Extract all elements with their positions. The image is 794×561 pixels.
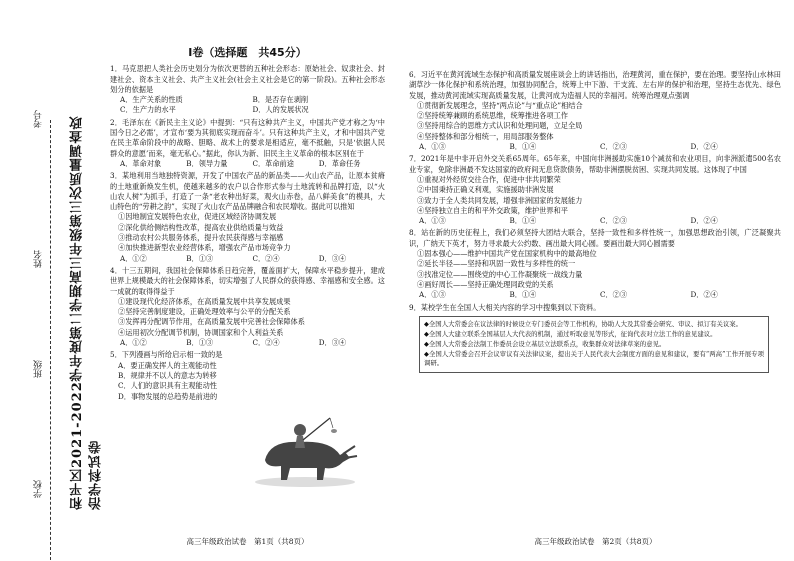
option-d: D．事物发展的总趋势是前进的 (118, 391, 218, 401)
name-label: 姓名 (34, 250, 44, 268)
option-b: B．是否存在剥削 (252, 95, 309, 105)
statement-1: ①贯彻新发展理念，坚持“两点论”与“重点论”相结合 (417, 100, 583, 110)
question-stem: 9．某校学生在全国人大相关内容的学习中搜集到以下资料。 (409, 302, 601, 312)
option-a: A．①③ (419, 216, 446, 226)
option-d: D．②④ (690, 216, 718, 226)
option-d: D．③④ (318, 338, 347, 348)
examno-label: 考号 (34, 110, 44, 128)
option-c: C．②④ (252, 338, 280, 348)
statement-4: ④运用初次分配调节机制，协调国家和个人利益关系 (118, 327, 284, 337)
statement-3: ③发挥再分配调节作用，在高质量发展中完善社会保障体系 (118, 317, 305, 327)
option-b: B．①④ (509, 290, 537, 300)
school-label: 学校 (34, 480, 44, 498)
option-c: C．②③ (600, 290, 628, 300)
question-1 (110, 64, 385, 115)
statement-3: ③找准定位——围绕党的中心工作凝聚统一战线力量 (417, 269, 583, 279)
option-c: C．②④ (252, 253, 280, 263)
option-d: D．人的发展状况 (252, 105, 309, 115)
option-b: B．规律并不以人的意志为转移 (118, 370, 217, 380)
statement-1: ①建设现代化经济体系，在高质量发展中共享发展成果 (118, 296, 291, 306)
page-footer: 高三年级政治试卷 第1页（共8页） (186, 537, 309, 546)
left-column (110, 48, 385, 404)
question-stem: 6．习近平在黄河流域生态保护和高质量发展座谈会上的讲话指出，治理黄河，重在保护，要在治理。要坚持山水林田湖草沙一体化保护和系统治理，加强协同配合，统筹上中下游、干支流、左右岸的保护和治理，坚持生态优先、绿色发展，推动黄河流域实现高质量发展，让黄河成为造福人民的幸福河。统筹治理观点强调 (409, 70, 781, 100)
statement-2: ②坚持统筹兼顾的系统思维，统筹推进各项工作 (417, 111, 568, 121)
question-stem: 4．十三五期间，我国社会保障体系日趋完善，覆盖面扩大，保障水平稳步提升，建成世界上规模最大的社会保障体系，切实增强了人民群众的获得感、幸福感和安全感。这一成就的取得得益于 (110, 265, 385, 296)
option-b: B．①④ (509, 216, 537, 226)
statement-1: ①重视对外经贸交往合作，促进中非共同繁荣 (417, 174, 561, 184)
statement-2: ②中国秉持正确义利观，实施援助非洲发展 (417, 185, 554, 195)
cartoon-illustration (245, 400, 365, 490)
option-d: D．革命任务 (318, 158, 361, 168)
option-d: D．②④ (690, 142, 718, 152)
option-b: B．①③ (186, 253, 214, 263)
right-page (397, 0, 794, 561)
statement-4: ④加快推进新型农业经营体系，增强农产品市场竞争力 (118, 243, 291, 253)
option-a: A．生产关系的性质 (120, 95, 183, 105)
question-2 (110, 118, 385, 169)
section-title: Ⅰ卷（选择题 共45分） (188, 46, 307, 59)
option-d: D．②④ (690, 290, 718, 300)
option-a: A．①② (120, 338, 147, 348)
right-column (409, 70, 781, 375)
option-a: A．革命对象 (120, 158, 162, 168)
option-c: C．革命前途 (252, 158, 294, 168)
statement-2: ②坚持完善制度建设，正确处理效率与公平的分配关系 (118, 307, 291, 317)
question-4 (110, 266, 385, 348)
option-c: C．②③ (600, 216, 628, 226)
material-item: ◆全国人大常委会在议法律的时候设立专门委员会等工作机构，协助人大及其常委会研究、审议、拟订有关议案。 (424, 319, 743, 328)
page-footer: 高三年级政治试卷 第2页（共8页） (534, 537, 657, 546)
binding-line (50, 120, 51, 560)
statement-3: ③推动农村公共服务体系，提升农民获得感与幸福感 (118, 233, 284, 243)
statement-2: ②延长半径——坚持和巩固一致性与多样性的统一 (417, 259, 576, 269)
option-c: C．人们的意识具有主观能动性 (118, 381, 217, 391)
question-5 (110, 350, 385, 401)
material-box (419, 316, 769, 373)
binding-margin (12, 40, 104, 510)
material-item: ◆全国人大建立联系全国基层人大代表的机制，通过听取意见等形式，征询代表对立法工作的意见建议。 (424, 329, 717, 338)
question-stem: 7．2021年是中非开启外交关系65周年。65年来，中国向非洲援助实施10个减贫和农业项目，向非洲派遣500名农业专家，免除非洲最不发达国家的政府间无息贷款债务，帮助非洲摆脱贫困、实现共同发展。这体现了中国 (409, 154, 781, 174)
option-a: A．①③ (419, 290, 446, 300)
material-item: ◆全国人大常委会法制工作委员会设立基层立法联系点，收集群众对法律草案的意见。 (424, 339, 666, 348)
question-9 (409, 303, 781, 373)
question-8 (409, 228, 781, 300)
statement-4: ④坚持独立自主的和平外交政策，维护世界和平 (417, 205, 568, 215)
statement-1: ①因地制宜发展特色农业，促进区域经济协调发展 (118, 212, 277, 222)
class-label: 班级 (34, 360, 44, 378)
option-d: D．③④ (318, 253, 347, 263)
exam-title-vertical: 和平区2021-2022学年度第二学期高三年级第三次质量调查政治学科试卷 (70, 115, 104, 510)
question-stem: 3．某地利用当地独特资源，开发了中国农产品的新品类——火山农产品，让原本贫瘠的土地重新焕发生机，使越来越多的农户以合作形式参与土地流转和品牌打造，以“火山农人树”为抓手，打造了一条“老农种出好菜，观火山赤卷，品八鲜美食”的模具，大山特色的“劳耕之韵”，实现了火山农产品品牌融合和农民增收。据此可以推知 (110, 171, 385, 212)
question-7 (409, 154, 781, 226)
statement-4: ④画好周长——坚持正确处理同政党的关系 (417, 279, 554, 289)
statement-1: ①固本强心——维护中国共产党在国家机构中的最高地位 (417, 249, 597, 259)
option-a: A．①② (120, 253, 147, 263)
question-stem: 2．毛泽东在《新民主主义论》中提到：“只有这种共产主义，中国共产党才称之为‘中国今日之必需’，才宣布‘要为其彻底实现而奋斗’。只有这种共产主义，才和中国共产党在民主革命阶段中的战略、胆略、战术上的要求是相适应，毫不抵触，只是‘依据人民群众的意愿’而来，毫无私心。”据此，你认为新、旧民主主义革命的根本区别在于 (110, 117, 385, 158)
option-c: C．②③ (600, 142, 628, 152)
option-b: B．①④ (509, 142, 537, 152)
statement-4: ④坚持整体和部分相统一，用局部服务整体 (417, 131, 554, 141)
statement-3: ③致力于全人类共同发展，增强非洲国家的发展能力 (417, 195, 583, 205)
option-b: B．领导力量 (186, 158, 228, 168)
option-b: B．①③ (186, 338, 214, 348)
statement-3: ③坚持用综合的思维方式认识和处理问题，立足全局 (417, 121, 583, 131)
option-a: A．要正确发挥人的主观能动性 (118, 360, 217, 370)
question-stem: 1．马克思把人类社会历史划分为依次更替的五种社会形态：原始社会、奴隶社会、封建社会、资本主义社会、共产主义社会(社会主义社会是它的第一阶段)。五种社会形态划分的依据是 (110, 64, 385, 94)
question-6 (409, 70, 781, 152)
material-item: ◆全国人大常委会召开会议审议有关法律议案，提出关于人民代表大会制度方面的意见和建议，要有“两高”工作开展专项调研。 (424, 349, 764, 367)
option-c: C．生产力的水平 (120, 105, 176, 115)
option-a: A．①③ (419, 142, 446, 152)
question-stem: 8．站在新的历史征程上，我们必须坚持大团结大联合，坚持一致性和多样性统一，加强思想政治引领，广泛凝聚共识，广纳天下英才，努力寻求最大公约数、画出最大同心圆。要画出最大同心圆需要 (409, 228, 781, 248)
question-stem: 5．下列漫画与所给启示相一致的是 (110, 350, 223, 360)
statement-2: ②深化供给侧结构性改革，提高农业供给质量与效益 (118, 222, 284, 232)
question-3 (110, 171, 385, 264)
